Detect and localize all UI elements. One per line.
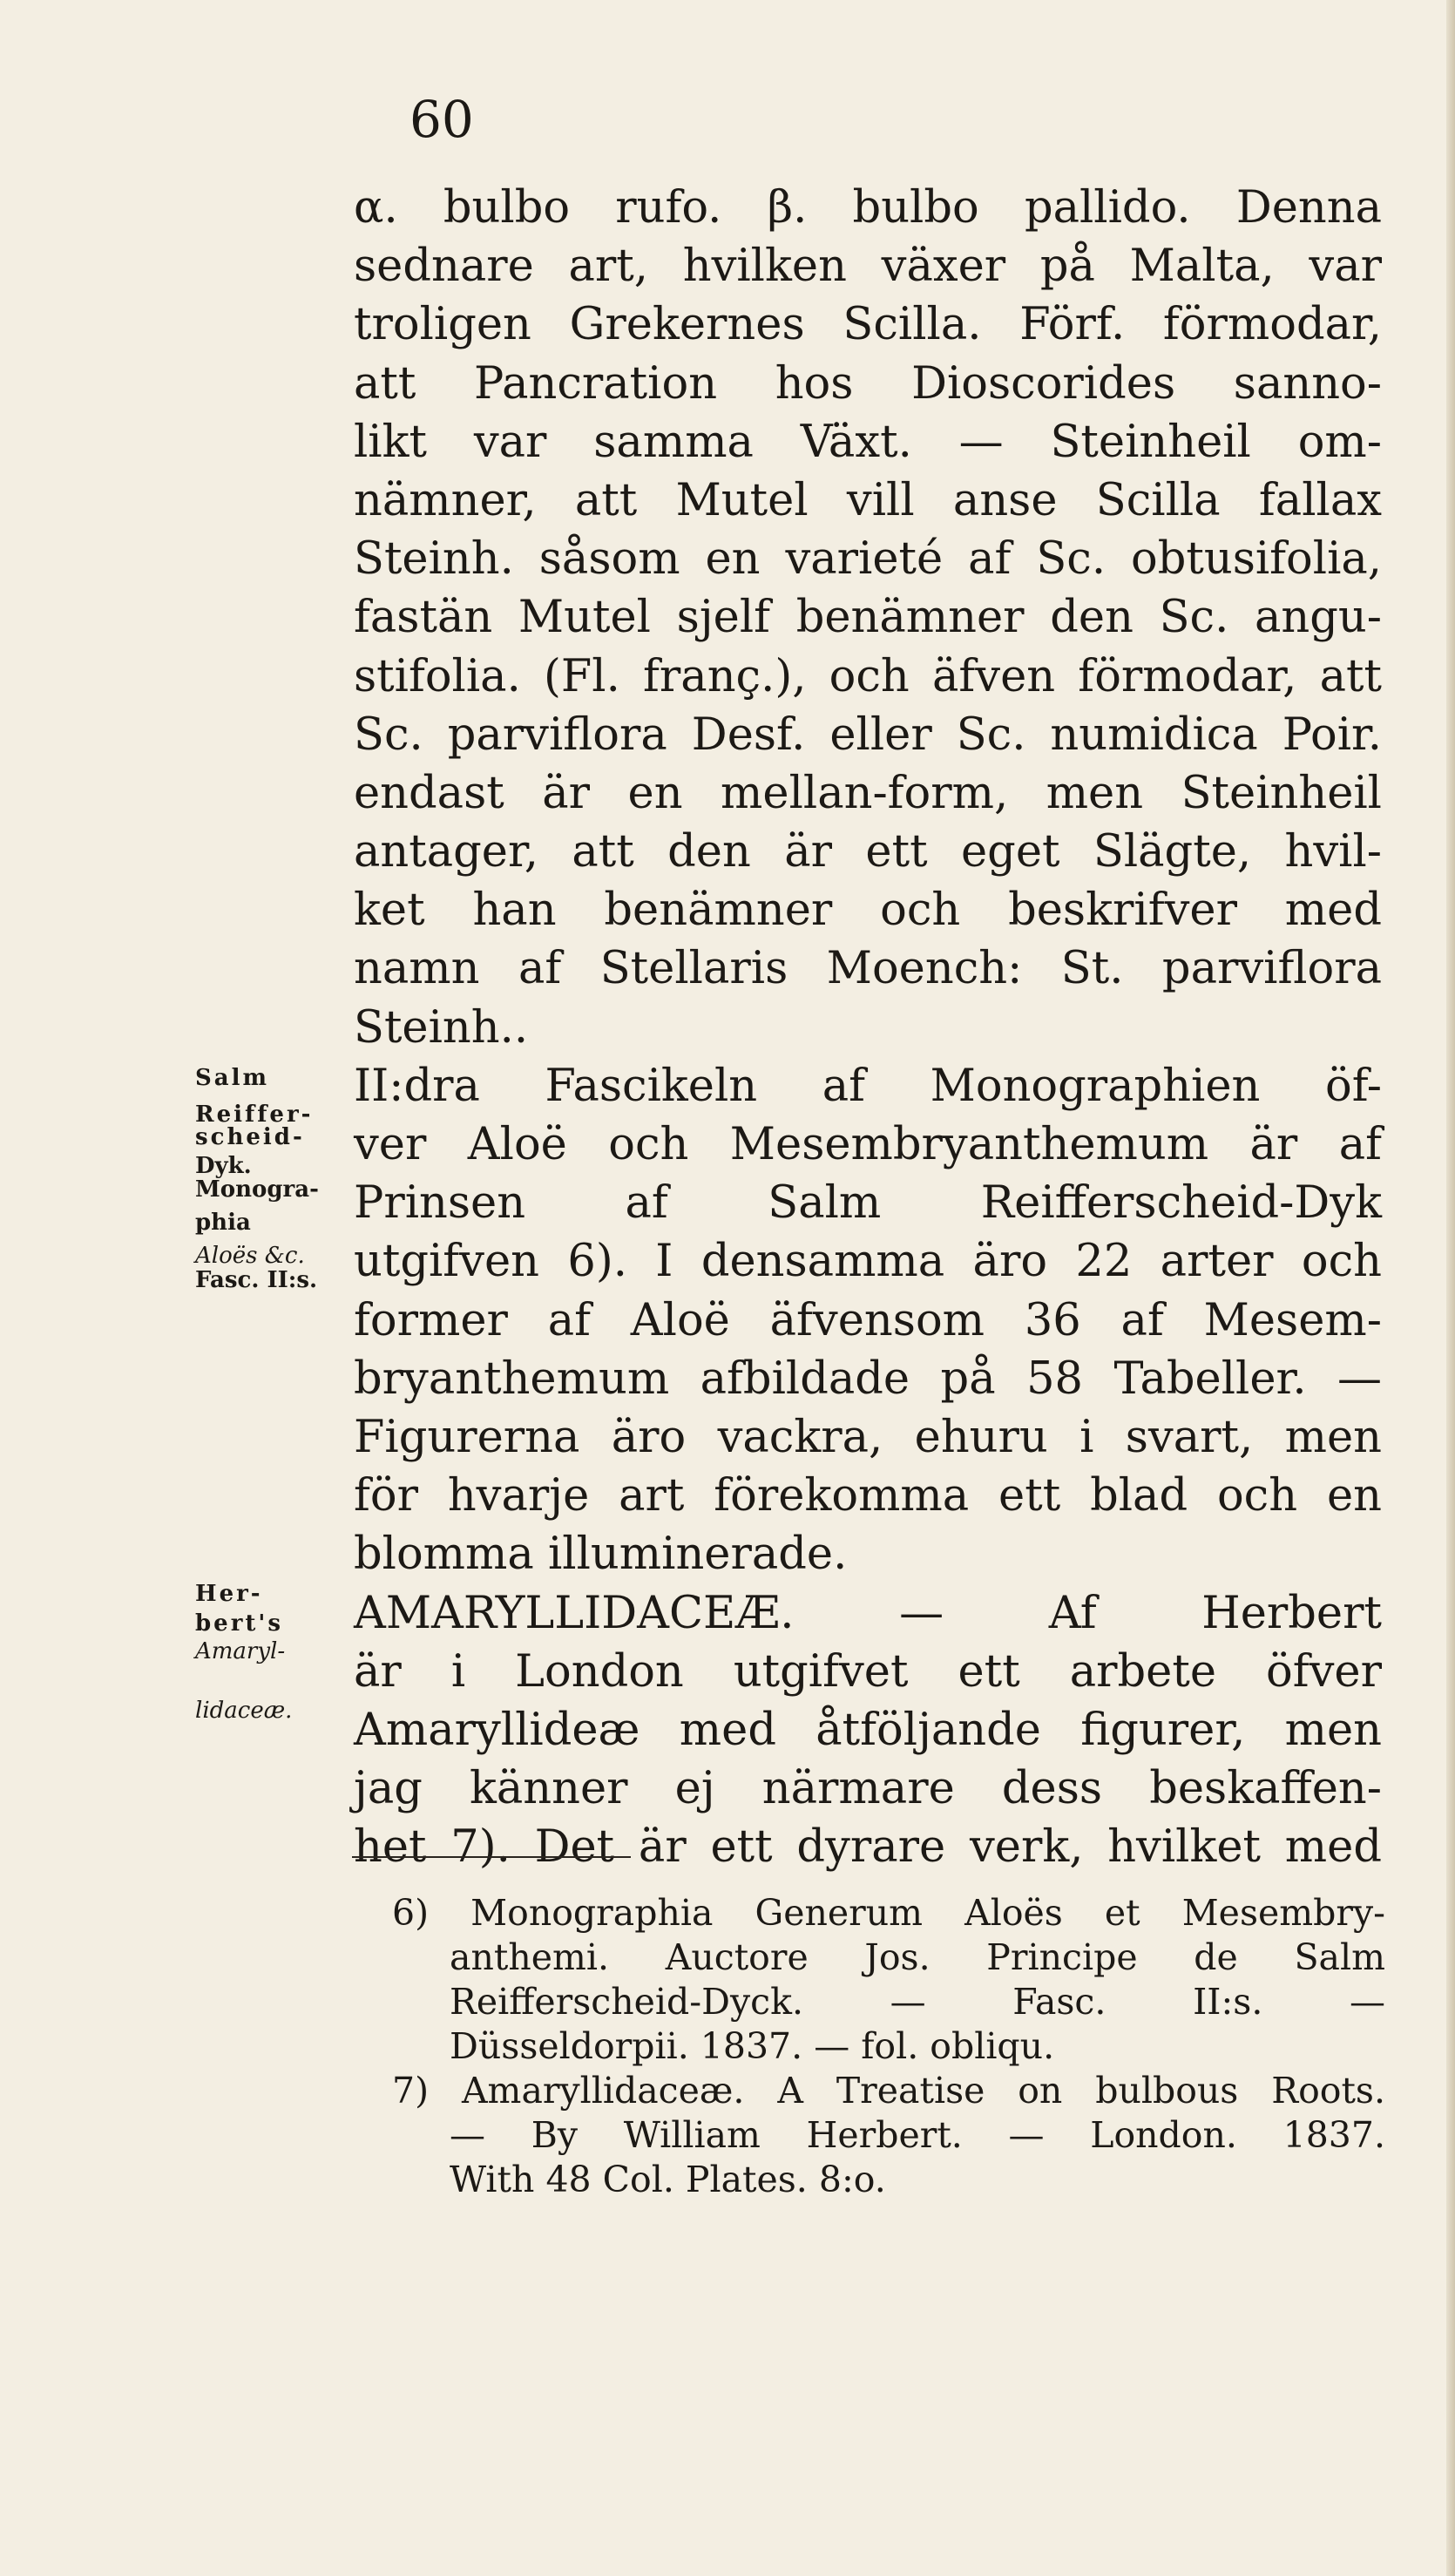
text-line: sednare art, hvilken växer på Malta, var	[354, 241, 1382, 293]
margin-note: Her-	[195, 1581, 263, 1607]
margin-note: Reiffer-	[195, 1102, 314, 1128]
text-line: het 7). Det är ett dyrare verk, hvilket med	[354, 1821, 1382, 1874]
margin-note: Dyk.	[195, 1153, 252, 1179]
margin-note: Salm	[195, 1065, 270, 1091]
text-line: stifolia. (Fl. franç.), och äfven förmodar, att	[354, 650, 1382, 702]
margin-note: phia	[195, 1210, 251, 1236]
margin-note: Monogra-	[195, 1176, 319, 1203]
margin-notes	[0, 0, 349, 2576]
body-text	[354, 179, 1382, 1876]
text-line: ver Aloë och Mesembryanthemum är af	[354, 1119, 1382, 1170]
text-line: är i London utgifvet ett arbete öfver	[354, 1645, 1382, 1698]
text-line: former af Aloë äfvensom 36 af Mesem-	[354, 1294, 1382, 1346]
text-line: Steinh..	[354, 1001, 529, 1054]
text-line: namn af Stellaris Moench: St. parviflora	[354, 943, 1382, 995]
text-line: ket han benämner och beskrifver med	[354, 885, 1382, 937]
text-line: utgifven 6). I densamma äro 22 arter och	[354, 1236, 1382, 1288]
text-line: Steinh. såsom en varieté af Sc. obtusifolia,	[354, 533, 1382, 586]
page-number: 60	[409, 90, 474, 149]
text-line: antager, att den är ett eget Slägte, hvil-	[354, 826, 1382, 878]
text-line: Figurerna äro vackra, ehuru i svart, men	[354, 1411, 1382, 1463]
page-edge	[1446, 0, 1455, 2576]
footnote-line: 7) Amaryllidaceæ. A Treatise on bulbous Roots.	[392, 2070, 1385, 2112]
footnotes	[392, 1891, 1385, 2202]
text-line: jag känner ej närmare dess beskaffen-	[354, 1763, 1382, 1815]
text-line: endast är en mellan-form, men Steinheil	[354, 767, 1382, 819]
margin-note: Fasc. II:s.	[195, 1267, 318, 1293]
text-line: Sc. parviflora Desf. eller Sc. numidica Poir.	[354, 708, 1382, 761]
text-line: α. bulbo rufo. β. bulbo pallido. Denna	[354, 182, 1382, 234]
margin-note: bert's	[195, 1610, 284, 1637]
text-line: fastän Mutel sjelf benämner den Sc. angu-	[354, 592, 1382, 644]
text-line: likt var samma Växt. — Steinheil om-	[354, 416, 1382, 468]
footnote-line: Reifferscheid-Dyck. — Fasc. II:s. —	[450, 1981, 1385, 2023]
text-line: bryanthemum afbildade på 58 Tabeller. —	[354, 1352, 1382, 1405]
margin-note: Amaryl-	[195, 1638, 286, 1664]
text-line: II:dra Fascikeln af Monographien öf-	[354, 1060, 1382, 1112]
footnote-line: 6) Monographia Generum Aloës et Mesembry-	[392, 1892, 1385, 1934]
text-line: nämner, att Mutel vill anse Scilla fallax	[354, 474, 1382, 526]
footnote-divider	[352, 1856, 631, 1858]
footnote-line: — By William Herbert. — London. 1837.	[450, 2114, 1385, 2156]
text-line: Prinsen af Salm Reifferscheid-Dyk	[354, 1177, 1382, 1230]
footnote-line: With 48 Col. Plates. 8:o.	[450, 2159, 886, 2200]
footnote-line: Düsseldorpii. 1837. — fol. obliqu.	[450, 2025, 1055, 2067]
footnote-line: anthemi. Auctore Jos. Principe de Salm	[450, 1936, 1385, 1978]
margin-note: lidaceæ.	[195, 1698, 293, 1724]
text-line: för hvarje art förekomma ett blad och en	[354, 1470, 1382, 1522]
margin-note: scheid-	[195, 1124, 305, 1150]
text-line: troligen Grekernes Scilla. Förf. förmodar,	[354, 299, 1382, 351]
margin-note: Aloës &c.	[195, 1243, 305, 1269]
text-line: AMARYLLIDACEÆ. — Af Herbert	[354, 1587, 1382, 1639]
text-line: att Pancration hos Dioscorides sanno-	[354, 357, 1382, 410]
text-line: Amaryllideæ med åtföljande figurer, men	[354, 1704, 1382, 1756]
text-line: blomma illuminerade.	[354, 1529, 848, 1581]
